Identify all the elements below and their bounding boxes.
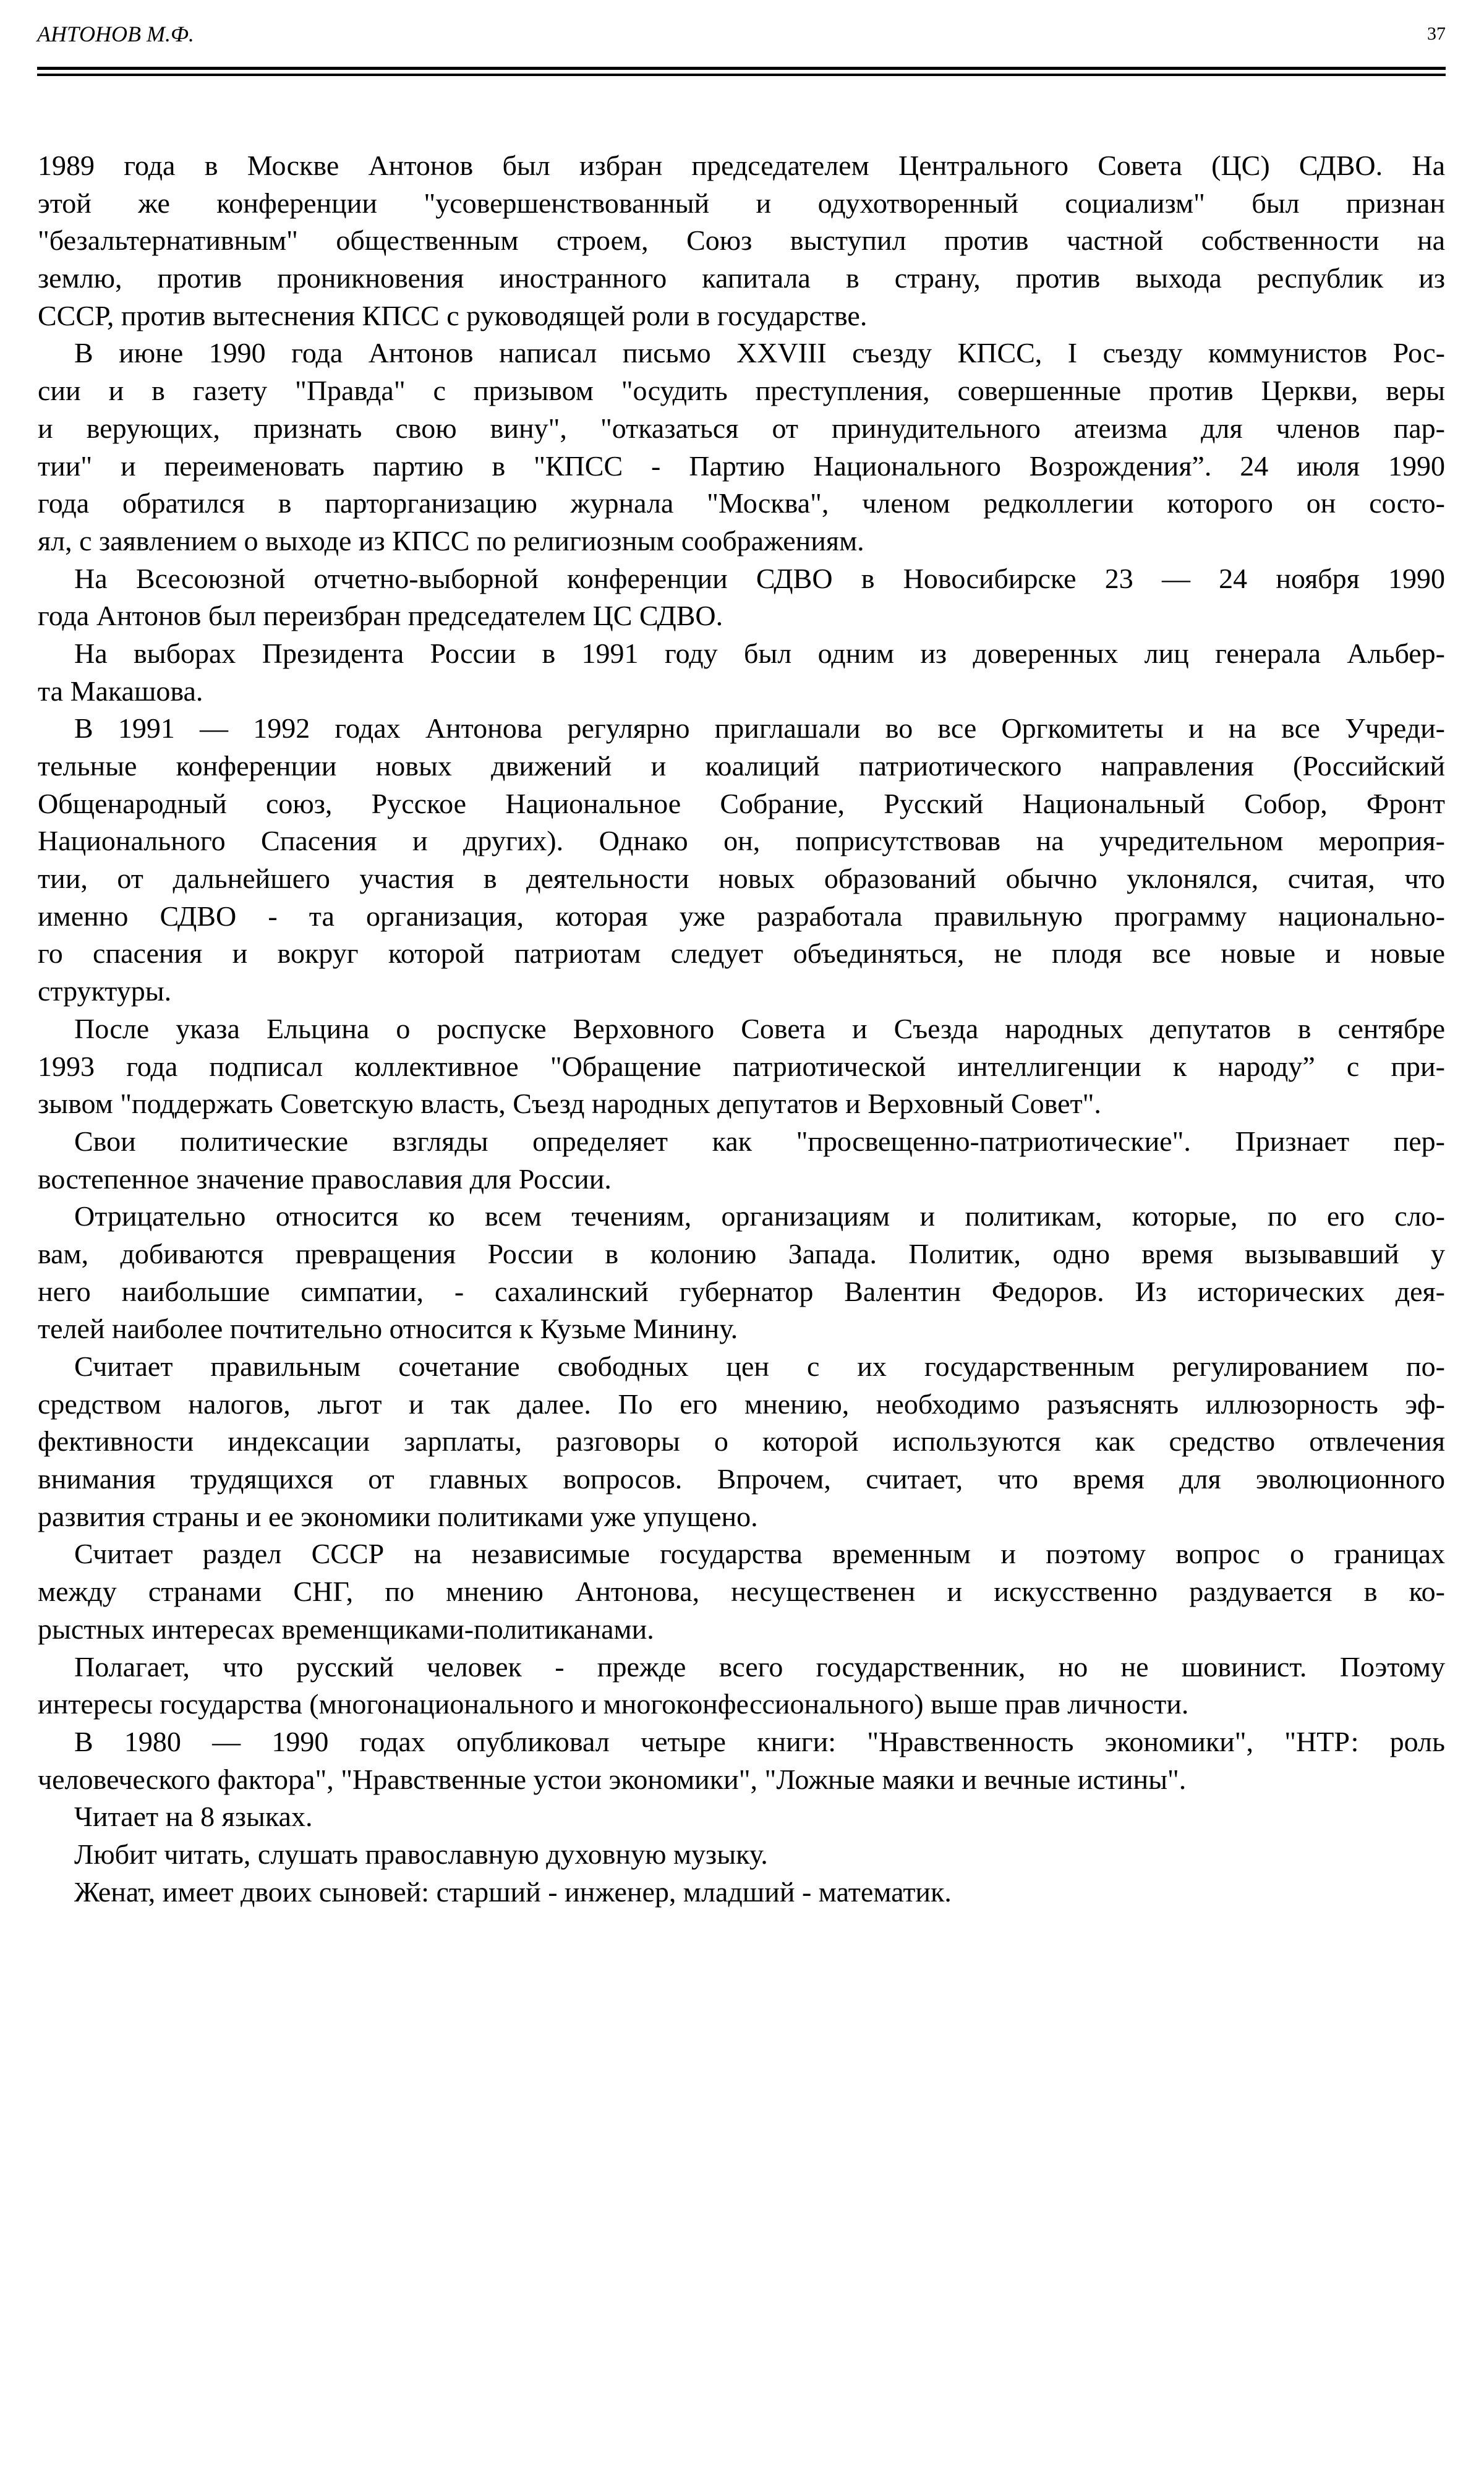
text-line: Национального Спасения и других). Однако он, поприсутствовав на учредительном мероприя- <box>38 825 1445 857</box>
text-line: В 1980 — 1990 годах опубликовал четыре книги: "Нравственность экономики", "НТР: роль <box>74 1725 1445 1757</box>
body-text <box>38 147 1445 1911</box>
paragraph <box>38 635 1445 710</box>
paragraph <box>38 1874 1445 1911</box>
text-line: Свои политические взгляды определяет как "просвещенно-патриотические". Признает пер- <box>74 1125 1445 1157</box>
text-line: интересы государства (многонационального и многоконфессионального) выше прав личности. <box>38 1688 1189 1720</box>
paragraph <box>38 560 1445 635</box>
text-line: го спасения и вокруг которой патриотам следует объединяться, не плодя все новые и новые <box>38 937 1445 970</box>
text-line: СССР, против вытеснения КПСС с руководящей роли в государстве. <box>38 299 868 331</box>
text-line: На выборах Президента России в 1991 году был одним из доверенных лиц генерала Альбер- <box>74 637 1445 669</box>
text-line: 1989 года в Москве Антонов был избран председателем Центрального Совета (ЦС) СДВО. На <box>38 150 1445 181</box>
page-number: 37 <box>1427 23 1446 44</box>
paragraph <box>38 335 1445 560</box>
text-line: человеческого фактора", "Нравственные устои экономики", "Ложные маяки и вечные истины". <box>38 1763 1187 1795</box>
text-line: телей наиболее почтительно относится к Кузьме Минину. <box>38 1313 738 1345</box>
header-rule-top <box>37 67 1446 70</box>
text-line: Читает на 8 языках. <box>74 1801 313 1833</box>
text-line: года Антонов был переизбран председателем ЦС СДВО. <box>38 600 723 632</box>
text-line: В 1991 — 1992 годах Антонова регулярно приглашали во все Оргкомитеты и на все Учреди- <box>74 712 1445 745</box>
paragraph <box>38 1123 1445 1198</box>
text-line: средством налогов, льгот и так далее. По его мнению, необходимо разъяснять иллюзорность эф- <box>38 1388 1445 1420</box>
text-line: зывом "поддержать Советскую власть, Съезд народных депутатов и Верховный Совет". <box>38 1088 1101 1120</box>
text-line: ял, с заявлением о выходе из КПСС по религиозным соображениям. <box>38 524 864 557</box>
paragraph <box>38 1798 1445 1836</box>
text-line: вам, добиваются превращения России в колонию Запада. Политик, одно время вызывавший у <box>38 1237 1445 1269</box>
text-line: 1993 года подписал коллективное "Обращение патриотической интеллигенции к народу” с при- <box>38 1050 1445 1082</box>
header-rule-bottom <box>37 74 1446 76</box>
text-line: него наибольшие симпатии, - сахалинский губернатор Валентин Федоров. Из исторических дея- <box>38 1275 1445 1307</box>
text-line: После указа Ельцина о роспуске Верховного Совета и Съезда народных депутатов в сентябре <box>74 1012 1445 1044</box>
text-line: тии, от дальнейшего участия в деятельности новых образований обычно уклонялся, считая, что <box>38 863 1445 895</box>
text-line: Считает правильным сочетание свободных цен с их государственным регулированием по- <box>74 1351 1445 1382</box>
text-line: та Макашова. <box>38 675 203 707</box>
paragraph <box>38 710 1445 1010</box>
text-line: фективности индексации зарплаты, разговоры о которой используются как средство отвлечения <box>38 1425 1445 1457</box>
text-line: этой же конференции "усовершенствованный и одухотворенный социализм" был признан <box>38 187 1445 219</box>
text-line: "безальтернативным" общественным строем, Союз выступил против частной собственности на <box>38 224 1445 257</box>
text-line: Полагает, что русский человек - прежде всего государственник, но не шовинист. Поэтому <box>74 1650 1445 1683</box>
text-line: Любит читать, слушать православную духовную музыку. <box>74 1838 768 1870</box>
text-line: сии и в газету "Правда" с призывом "осудить преступления, совершенные против Церкви, веры <box>38 375 1445 407</box>
text-line: и верующих, признать свою вину", "отказаться от принудительного атеизма для членов пар- <box>38 412 1445 444</box>
text-line: На Всесоюзной отчетно-выборной конференции СДВО в Новосибирске 23 — 24 ноября 1990 <box>74 562 1445 594</box>
paragraph <box>38 1836 1445 1874</box>
text-line: Отрицательно относится ко всем течениям, организациям и политикам, которые, по его сло- <box>74 1200 1445 1232</box>
text-line: структуры. <box>38 975 172 1007</box>
text-line: тии" и переименовать партию в "КПСС - Партию Национального Возрождения”. 24 июля 1990 <box>38 450 1445 482</box>
text-line: между странами СНГ, по мнению Антонова, несущественен и искусственно раздувается в ко- <box>38 1576 1445 1608</box>
running-header-title: АНТОНОВ М.Ф. <box>37 22 194 46</box>
text-line: землю, против проникновения иностранного капитала в страну, против выхода республик из <box>38 262 1445 294</box>
text-line: именно СДВО - та организация, которая уже разработала правильную программу национально- <box>38 900 1445 932</box>
paragraph <box>38 1723 1445 1798</box>
text-line: тельные конференции новых движений и коалиций патриотического направления (Российский <box>38 750 1445 782</box>
paragraph <box>38 1348 1445 1535</box>
text-line: В июне 1990 года Антонов написал письмо XXVIII съезду КПСС, I съезду коммунистов Рос- <box>74 337 1445 369</box>
text-line: года обратился в парторганизацию журнала "Москва", членом редколлегии которого он состо- <box>38 487 1445 519</box>
text-line: внимания трудящихся от главных вопросов. Впрочем, считает, что время для эволюционного <box>38 1463 1445 1495</box>
paragraph <box>38 1649 1445 1723</box>
text-line: Женат, имеет двоих сыновей: старший - инженер, младший - математик. <box>74 1875 952 1908</box>
text-line: рыстных интересах временщиками-политиканами. <box>38 1613 654 1645</box>
text-line: Общенародный союз, Русское Национальное Собрание, Русский Национальный Собор, Фронт <box>38 787 1445 819</box>
text-line: востепенное значение православия для России. <box>38 1163 612 1195</box>
text-line: Считает раздел СССР на независимые государства временным и поэтому вопрос о границах <box>74 1538 1445 1570</box>
paragraph <box>38 1198 1445 1348</box>
paragraph <box>38 147 1445 335</box>
paragraph <box>38 1535 1445 1648</box>
text-line: развития страны и ее экономики политиками уже упущено. <box>38 1500 758 1532</box>
paragraph <box>38 1010 1445 1123</box>
